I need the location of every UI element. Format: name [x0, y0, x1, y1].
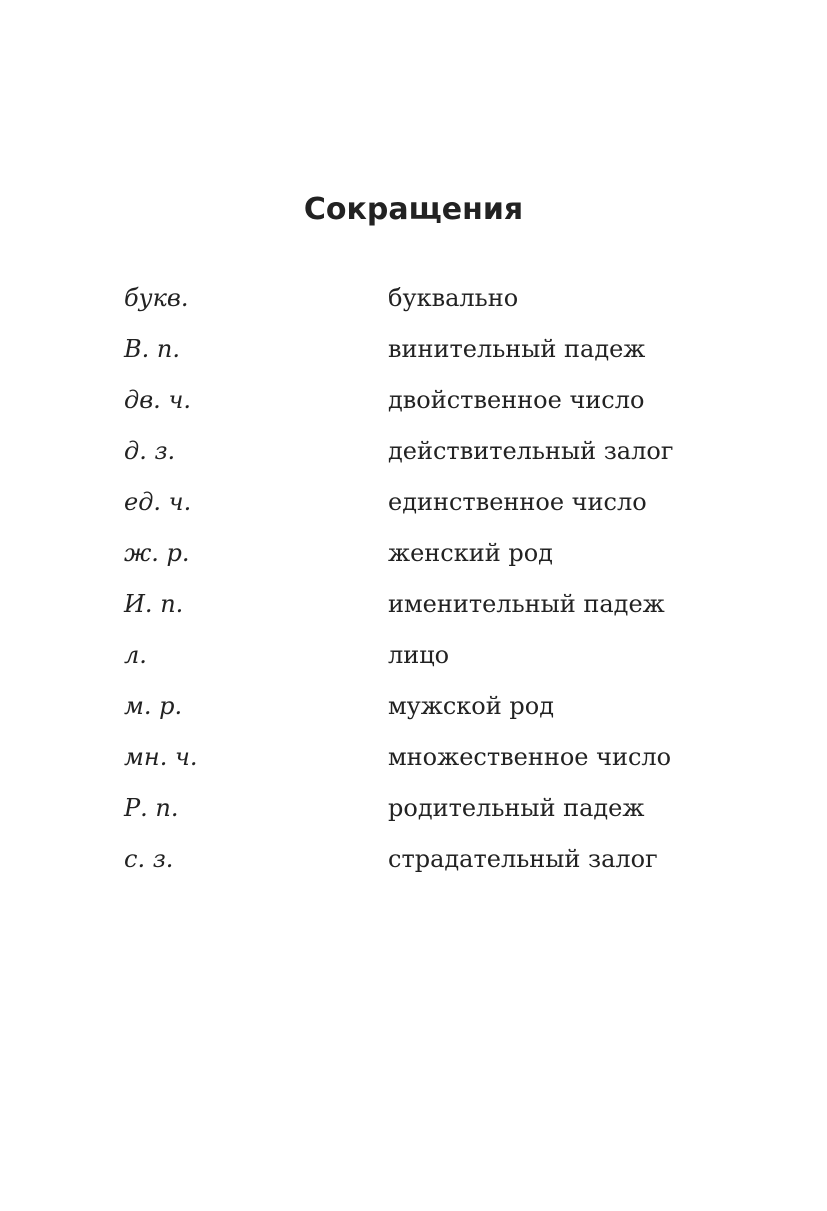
abbreviation-row [124, 432, 744, 483]
abbreviation-term: дв. ч. [124, 386, 191, 414]
abbreviation-meaning: действительный залог [388, 437, 674, 465]
abbreviation-row [124, 330, 744, 381]
abbreviation-row [124, 636, 744, 687]
abbreviation-meaning: буквально [388, 284, 519, 312]
abbreviation-meaning: мужской род [388, 692, 554, 720]
abbreviation-row [124, 738, 744, 789]
abbreviation-row [124, 483, 744, 534]
abbreviation-term: букв. [124, 284, 189, 312]
abbreviation-row [124, 381, 744, 432]
abbreviation-term: д. з. [124, 437, 176, 465]
abbreviation-list [124, 279, 744, 891]
abbreviation-term: В. п. [124, 335, 180, 363]
abbreviation-row [124, 279, 744, 330]
abbreviation-meaning: множественное число [388, 743, 672, 771]
abbreviation-meaning: женский род [388, 539, 553, 567]
abbreviation-meaning: единственное число [388, 488, 647, 516]
abbreviation-meaning: лицо [388, 641, 450, 669]
abbreviation-term: Р. п. [124, 794, 179, 822]
abbreviation-row [124, 534, 744, 585]
abbreviation-row [124, 687, 744, 738]
abbreviation-meaning: двойственное число [388, 386, 645, 414]
abbreviation-term: мн. ч. [124, 743, 198, 771]
abbreviation-term: ед. ч. [124, 488, 192, 516]
abbreviation-term: И. п. [124, 590, 184, 618]
abbreviation-row [124, 789, 744, 840]
abbreviation-row [124, 585, 744, 636]
abbreviation-row [124, 840, 744, 891]
abbreviation-meaning: винительный падеж [388, 335, 646, 363]
abbreviation-term: ж. р. [124, 539, 190, 567]
abbreviation-term: с. з. [124, 845, 174, 873]
abbreviation-meaning: именительный падеж [388, 590, 665, 618]
abbreviation-meaning: родительный падеж [388, 794, 645, 822]
page-title: Сокращения [303, 192, 524, 227]
abbreviation-term: л. [124, 641, 147, 669]
abbreviation-term: м. р. [124, 692, 183, 720]
abbreviation-meaning: страдательный залог [388, 845, 658, 873]
